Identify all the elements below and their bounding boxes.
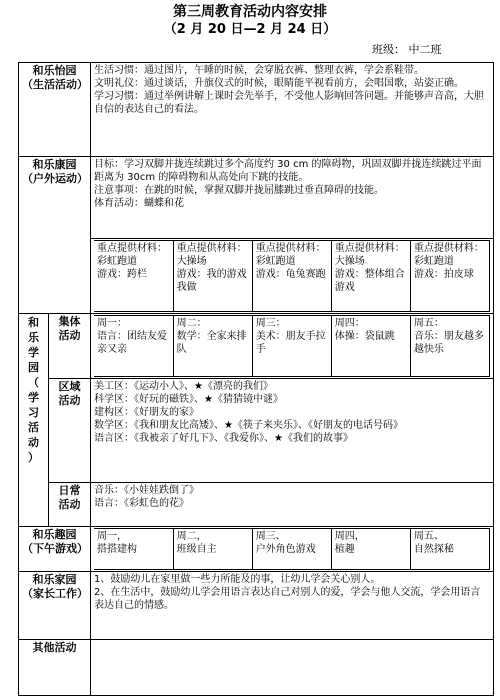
group-day-1: 周一： 语言：团结友爱亲又亲: [94, 316, 173, 377]
daily-header: 日常 活动: [49, 483, 91, 527]
outdoor-day-3: 重点提供材料：彩虹跑道 游戏：龟兔赛跑: [252, 241, 331, 312]
schedule-table: [18, 62, 494, 696]
group-day-4: 周四： 体操：袋鼠跳: [331, 316, 410, 377]
outdoor-activity: 体育活动：蝴蝶和花: [94, 198, 184, 209]
games-days: [91, 527, 494, 572]
outdoor-day-4: 重点提供材料：大操场 游戏：整体组合游戏: [331, 241, 410, 312]
life-line-2: 文明礼仪：通过谈话，升旗仪式的时候，眼睛能平视看前方，会唱国歌，站姿正确。: [94, 78, 464, 89]
daily-content: [91, 483, 494, 527]
row-games: [19, 527, 494, 572]
other-content: [91, 640, 494, 696]
outdoor-header: [19, 157, 91, 314]
outdoor-days: [91, 239, 494, 314]
area-line-4: 数学区：《我和朋友比高矮》、★《筷子来夹乐》、《好朋友的电话号码》: [94, 420, 403, 431]
home-header: 和乐家园 （家长工作）: [19, 572, 91, 640]
games-day-5: 周五、 自然探秘: [410, 529, 489, 570]
learning-header: 和 乐 学 园 （ 学 习 活 动 ）: [19, 314, 49, 527]
class-label: 班级： 中二班: [372, 43, 442, 56]
outdoor-subname: （户外运动）: [22, 172, 88, 185]
area-line-1: 美工区：《运动小人》、★《漂亮的我们》: [94, 381, 273, 392]
outdoor-name: 和乐康园: [32, 158, 77, 171]
group-day-2: 周二： 数学：全家来排队: [173, 316, 252, 377]
outdoor-day-5: 重点提供材料：彩虹跑道 游戏：拍皮球: [410, 241, 489, 312]
outdoor-note: 注意事项：在跳的时候，掌握双脚并拢屈膝跳过垂直障碍的技能。: [94, 185, 384, 196]
life-name: 和乐怡园: [32, 64, 77, 77]
outdoor-day-1: 重点提供材料：彩虹跑道 游戏：跨栏: [94, 241, 173, 312]
other-header: 其他活动: [19, 640, 91, 696]
outdoor-day-2: 重点提供材料：大操场 游戏：我的游戏我做: [173, 241, 252, 312]
games-day-4: 周四， 植趣: [331, 529, 410, 570]
area-line-5: 语言区：《我被亲了好几下》、《我爱你》、★《我们的故事》: [94, 433, 353, 444]
games-day-3: 周三、 户外角色游戏: [252, 529, 331, 570]
life-content: [91, 63, 494, 157]
row-life: [19, 63, 494, 157]
life-line-1: 生活习惯：通过图片，午睡的时候，会穿脱衣裤、整理衣裤，学会系鞋带。: [94, 65, 424, 76]
life-header: [19, 63, 91, 157]
area-content: [91, 379, 494, 483]
daily-line-2: 语言：《彩虹色的花》: [94, 498, 189, 509]
daily-line-1: 音乐：《小娃娃跌倒了》: [94, 485, 199, 496]
outdoor-goal: 目标：学习双脚并拢连续跳过多个高度约 30 cm 的障碍物，巩固双脚并拢连续跳过平面距离为 30cm 的障碍物和从高处向下跳的技能。: [94, 159, 482, 183]
life-line-3: 学习习惯：通过举例讲解上课时会先举手，不受他人影响回答问题。并能够声音高，大胆自信的表达自己的看法。: [94, 91, 484, 115]
area-line-3: 建构区：《好朋友的家》: [94, 407, 199, 418]
games-day-1: 周一， 搭搭建构: [94, 529, 173, 570]
row-outdoor: [19, 157, 494, 239]
outdoor-content: [91, 157, 494, 239]
row-area: [19, 379, 494, 483]
row-daily: [19, 483, 494, 527]
games-day-2: 周二， 班级自主: [173, 529, 252, 570]
page-title: 第三周教育活动内容安排: [173, 4, 327, 20]
area-line-2: 科学区：《好玩的磁铁》、★《猜猜镜中谜》: [94, 394, 283, 405]
home-line-1: 1、鼓励幼儿在家里做一些力所能及的事，让幼儿学会关心别人。: [94, 574, 381, 585]
group-day-5: 周五： 音乐：朋友越多越快乐: [410, 316, 489, 377]
group-header: 集体 活动: [49, 314, 91, 379]
row-group: [19, 314, 494, 379]
area-header: 区域 活动: [49, 379, 91, 483]
group-days: [91, 314, 494, 379]
home-content: [91, 572, 494, 640]
games-header: 和乐趣园 （下午游戏）: [19, 527, 91, 572]
row-outdoor-days: [19, 239, 494, 314]
row-other: [19, 640, 494, 696]
life-subname: （生活活动）: [22, 78, 88, 91]
date-range: （2 月 20 日—2 月 24 日）: [163, 22, 337, 37]
home-line-2: 2、在生活中，鼓励幼儿学会用语言表达自己对别人的爱，学会与他人交流，学会用语言表达自己的情感。: [94, 587, 481, 611]
group-day-3: 周三： 美术：朋友手拉手: [252, 316, 331, 377]
row-home: [19, 572, 494, 640]
